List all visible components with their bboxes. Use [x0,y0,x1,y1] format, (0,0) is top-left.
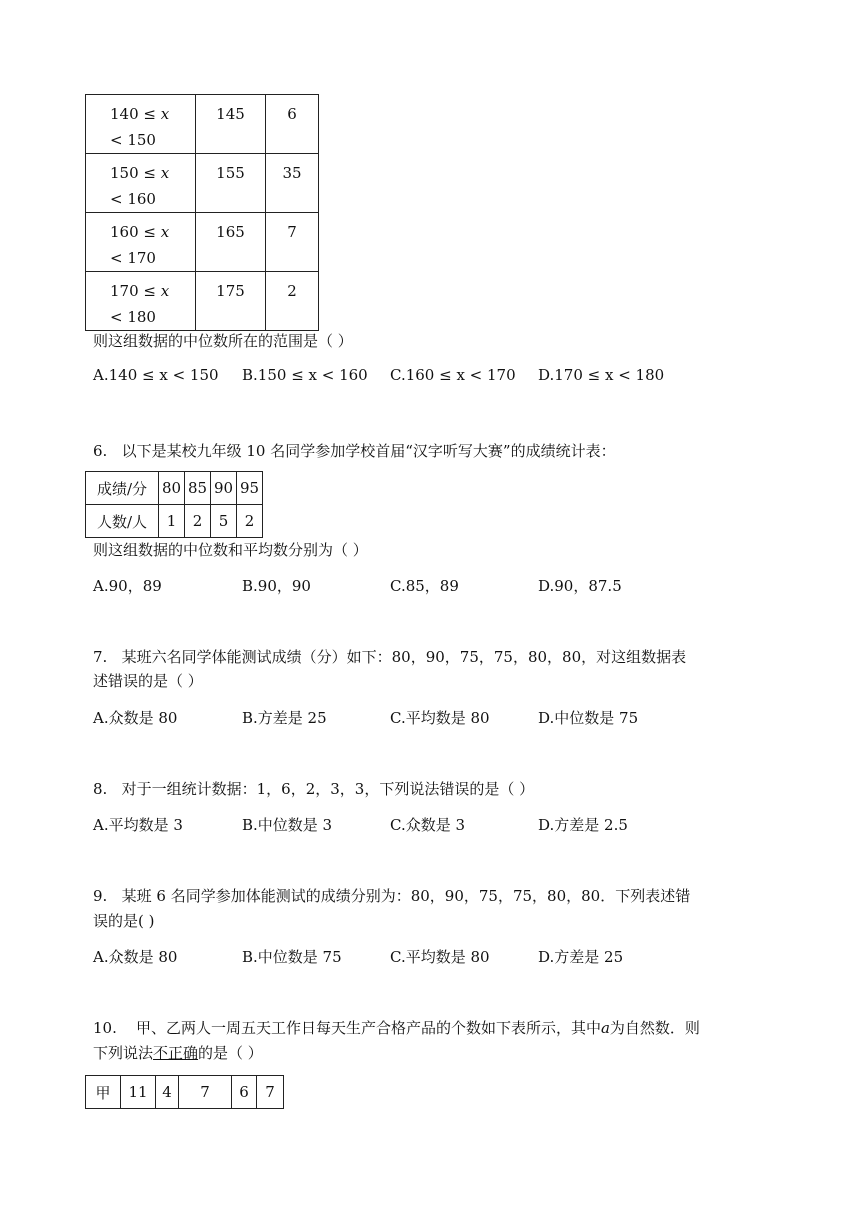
score-value: 85 [185,472,211,505]
midpoint-cell [196,154,266,213]
score-table [85,471,263,538]
q7-body: 某班六名同学体能测试成绩（分）如下：80，90，75，75，80，80，对这组数据表 [121,648,687,666]
q5-option-d: D.170 ≤ x < 180 [538,366,665,384]
q6-option-d: D.90，87.5 [538,577,622,595]
q9-number: 9. [93,887,108,905]
q7-option-a: A.众数是 80 [93,709,178,727]
q8-text [93,778,534,799]
range-variable: x [160,164,170,182]
count-row-label: 人数/人 [86,505,159,538]
count-cell [266,272,319,331]
q9-option-b: B.中位数是 75 [242,948,342,966]
q7-line1 [93,646,686,667]
q8-option-c: C.众数是 3 [390,816,466,834]
q5-option-c: C.160 ≤ x < 170 [390,366,516,384]
q6-number: 6. [93,442,108,460]
q10-line2-a: 下列说法 [93,1044,154,1062]
q10-underlined-text: 不正确 [153,1044,199,1062]
q9-body: 某班 6 名同学参加体能测试的成绩分别为：80，90，75，75，80，80．下列表述错 [121,887,691,905]
range-upper: < 160 [110,190,156,208]
range-cell [86,213,196,272]
range-upper: < 170 [110,249,156,267]
range-lower: 160 ≤ [110,223,161,241]
frequency-row [86,213,319,272]
q7-option-b: B.方差是 25 [242,709,327,727]
product-count: 6 [232,1076,257,1109]
range-lower: 170 ≤ [110,282,161,300]
range-cell [86,272,196,331]
score-value: 80 [159,472,185,505]
frequency-row [86,95,319,154]
q10-line2 [93,1042,263,1063]
product-count: 11 [121,1076,156,1109]
frequency-value: 35 [282,164,302,182]
frequency-value: 7 [287,223,297,241]
range-variable: x [160,282,170,300]
q8-body: 对于一组统计数据：1，6，2，3，3，下列说法错误的是（ ） [121,780,535,798]
range-variable: x [160,223,170,241]
worker-label: 甲 [86,1076,121,1109]
q6-option-a: A.90，89 [93,577,162,595]
frequency-row [86,154,319,213]
q8-option-d: D.方差是 2.5 [538,816,628,834]
midpoint-cell [196,95,266,154]
midpoint-value: 155 [216,164,245,182]
count-cell [266,154,319,213]
range-upper: < 180 [110,308,156,326]
q9-option-c: C.平均数是 80 [390,948,490,966]
count-cell [266,95,319,154]
midpoint-value: 165 [216,223,245,241]
range-upper: < 150 [110,131,156,149]
q5-option-a: A.140 ≤ x < 150 [93,366,219,384]
q10-line1 [93,1017,700,1038]
range-variable: x [160,105,170,123]
score-value: 90 [211,472,237,505]
product-count: 7 [257,1076,284,1109]
q7-option-d: D.中位数是 75 [538,709,639,727]
product-count: 4 [156,1076,179,1109]
production-table [85,1075,284,1109]
q8-number: 8. [93,780,108,798]
q10-body-b: 为自然数．则 [609,1019,700,1037]
range-cell [86,154,196,213]
q6-option-b: B.90，90 [242,577,311,595]
q10-line2-b: 的是（ ） [198,1044,263,1062]
q9-line2: 误的是( ) [93,912,155,930]
q10-body-a: 甲、乙两人一周五天工作日每天生产合格产品的个数如下表所示，其中 [135,1019,601,1037]
q7-number: 7. [93,648,108,666]
range-lower: 150 ≤ [110,164,161,182]
q6-body: 以下是某校九年级 10 名同学参加学校首届“汉字听写大赛”的成绩统计表： [121,442,616,460]
midpoint-value: 175 [216,282,245,300]
midpoint-cell [196,213,266,272]
q10-variable: a [600,1019,610,1037]
q5-stem: 则这组数据的中位数所在的范围是（ ） [93,332,353,350]
q6-text [93,440,616,461]
q8-option-b: B.中位数是 3 [242,816,333,834]
count-value: 2 [185,505,211,538]
midpoint-value: 145 [216,105,245,123]
q6-option-c: C.85，89 [390,577,459,595]
q7-line2: 述错误的是（ ） [93,672,203,690]
q6-stem: 则这组数据的中位数和平均数分别为（ ） [93,541,368,559]
count-value: 5 [211,505,237,538]
q8-option-a: A.平均数是 3 [93,816,183,834]
frequency-value: 6 [287,105,297,123]
product-count: 7 [179,1076,232,1109]
range-cell [86,95,196,154]
q5-option-b: B.150 ≤ x < 160 [242,366,368,384]
frequency-value: 2 [287,282,297,300]
frequency-table [85,94,319,331]
count-cell [266,213,319,272]
q9-option-a: A.众数是 80 [93,948,178,966]
q7-option-c: C.平均数是 80 [390,709,490,727]
midpoint-cell [196,272,266,331]
range-lower: 140 ≤ [110,105,161,123]
frequency-row [86,272,319,331]
q10-number: 10. [93,1019,117,1037]
count-value: 1 [159,505,185,538]
score-value: 95 [237,472,263,505]
count-value: 2 [237,505,263,538]
q9-line1 [93,885,690,906]
score-header-label: 成绩/分 [86,472,159,505]
q9-option-d: D.方差是 25 [538,948,624,966]
